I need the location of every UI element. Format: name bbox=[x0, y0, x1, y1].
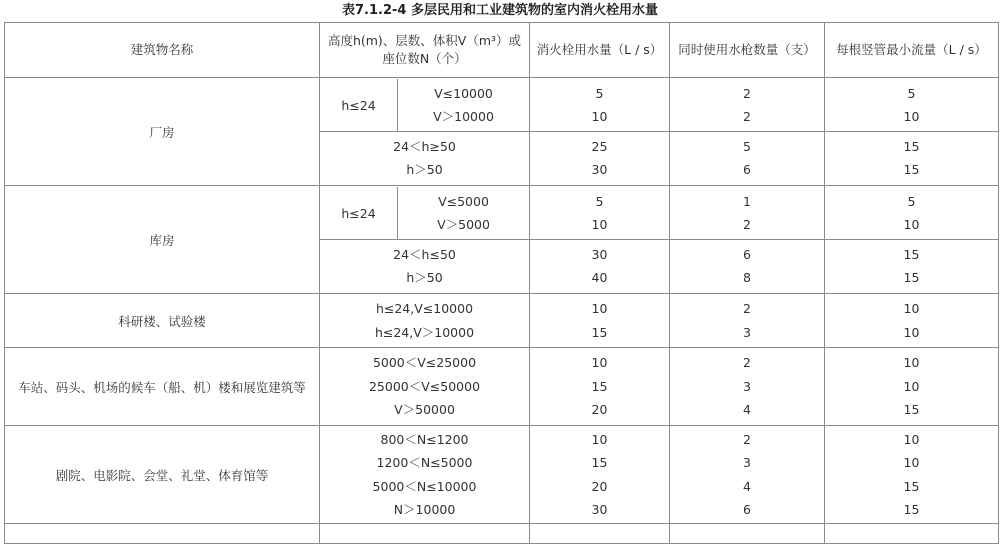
table-row bbox=[5, 78, 999, 186]
building-name: 厂房 bbox=[5, 78, 320, 186]
param-value: h＞50 bbox=[406, 270, 443, 285]
count-value: 3 bbox=[743, 324, 751, 340]
table-row bbox=[5, 524, 999, 544]
count-value: 1 bbox=[743, 193, 751, 209]
min-flow-value: 15 bbox=[903, 502, 920, 517]
param-value: h≤24,V＞10000 bbox=[374, 324, 475, 340]
header-row bbox=[5, 23, 999, 78]
count-value: 6 bbox=[743, 246, 751, 262]
param-value: h＞50 bbox=[406, 162, 443, 177]
flow-value: 10 bbox=[591, 355, 608, 371]
building-name: 科研楼、试验楼 bbox=[5, 294, 320, 348]
flow-value: 30 bbox=[591, 246, 608, 262]
table-row bbox=[5, 426, 999, 524]
flow-value: 30 bbox=[591, 502, 608, 517]
min-flow-value: 10 bbox=[903, 217, 920, 232]
flow-value: 40 bbox=[591, 270, 608, 285]
count-value: 3 bbox=[743, 455, 751, 470]
param-value: 5000＜N≤10000 bbox=[372, 478, 477, 494]
col-header-params-line1: 高度h(m)、层数、体积V（m³）或 bbox=[327, 33, 522, 48]
count-value: 6 bbox=[743, 162, 751, 177]
param-value: V≤10000 bbox=[434, 85, 493, 101]
count-value: 2 bbox=[743, 301, 751, 316]
flow-value: 20 bbox=[591, 402, 608, 418]
col-header-params bbox=[320, 23, 530, 78]
flow-value: 15 bbox=[591, 378, 608, 394]
min-flow-value: 10 bbox=[903, 109, 920, 124]
flow-value: 15 bbox=[591, 324, 608, 340]
param-value: V＞5000 bbox=[437, 217, 490, 232]
flow-value: 10 bbox=[591, 109, 608, 124]
param-value: N＞10000 bbox=[393, 502, 456, 517]
param-value: 25000＜V≤50000 bbox=[368, 378, 481, 394]
table-title: 表7.1.2-4 多层民用和工业建筑物的室内消火栓用水量 bbox=[342, 3, 658, 18]
param-value: 5000＜V≤25000 bbox=[372, 355, 477, 371]
min-flow-value: 5 bbox=[907, 193, 916, 209]
count-value: 8 bbox=[743, 270, 751, 285]
param-value: V＞50000 bbox=[394, 402, 455, 418]
count-value: 5 bbox=[743, 138, 751, 154]
param-value: 24＜h≥50 bbox=[393, 138, 456, 154]
flow-value: 25 bbox=[591, 138, 608, 154]
flow-value: 5 bbox=[595, 193, 604, 209]
param-value: 1200＜N≤5000 bbox=[376, 455, 473, 470]
param-value: 24＜h≤50 bbox=[393, 246, 456, 262]
param-value: V＞10000 bbox=[433, 109, 494, 124]
min-flow-value: 15 bbox=[903, 138, 920, 154]
min-flow-value: 15 bbox=[903, 270, 920, 285]
count-value: 2 bbox=[743, 431, 751, 447]
col-header-count: 同时使用水枪数量（支） bbox=[670, 23, 825, 78]
count-value: 2 bbox=[743, 85, 751, 101]
flow-value: 20 bbox=[591, 478, 608, 494]
building-name: 车站、码头、机场的候车（船、机）楼和展览建筑等 bbox=[5, 348, 320, 426]
min-flow-value: 10 bbox=[903, 431, 920, 447]
min-flow-value: 10 bbox=[903, 355, 920, 371]
min-flow-value: 15 bbox=[903, 478, 920, 494]
count-value: 2 bbox=[743, 109, 751, 124]
min-flow-value: 10 bbox=[903, 324, 920, 340]
flow-value: 5 bbox=[595, 85, 604, 101]
param-value: V≤5000 bbox=[438, 193, 489, 209]
building-name: 库房 bbox=[5, 186, 320, 294]
count-value: 6 bbox=[743, 502, 751, 517]
min-flow-value: 15 bbox=[903, 246, 920, 262]
count-value: 3 bbox=[743, 378, 751, 394]
min-flow-value: 10 bbox=[903, 301, 920, 316]
count-value: 2 bbox=[743, 355, 751, 371]
count-value: 2 bbox=[743, 217, 751, 232]
col-header-params-line2: 座位数N（个） bbox=[382, 51, 467, 66]
min-flow-value: 5 bbox=[907, 85, 916, 101]
height-condition: h≤24 bbox=[320, 187, 398, 239]
count-value: 4 bbox=[743, 478, 751, 494]
col-header-flow: 消火栓用水量（L / s） bbox=[530, 23, 670, 78]
flow-value: 30 bbox=[591, 162, 608, 177]
height-condition: h≤24 bbox=[320, 79, 398, 131]
flow-value: 10 bbox=[591, 301, 608, 316]
flow-value: 15 bbox=[591, 455, 608, 470]
count-value: 4 bbox=[743, 402, 751, 418]
col-header-min-flow: 每根竖管最小流量（L / s） bbox=[825, 23, 999, 78]
min-flow-value: 10 bbox=[903, 455, 920, 470]
table-row bbox=[5, 294, 999, 348]
water-demand-table bbox=[4, 22, 999, 544]
min-flow-value: 10 bbox=[903, 378, 920, 394]
min-flow-value: 15 bbox=[903, 162, 920, 177]
param-value: h≤24,V≤10000 bbox=[375, 301, 474, 316]
param-value: 800＜N≤1200 bbox=[380, 431, 469, 447]
flow-value: 10 bbox=[591, 217, 608, 232]
building-name: 剧院、电影院、会堂、礼堂、体育馆等 bbox=[5, 426, 320, 524]
col-header-name: 建筑物名称 bbox=[5, 23, 320, 78]
table-row bbox=[5, 348, 999, 426]
min-flow-value: 15 bbox=[903, 402, 920, 418]
flow-value: 10 bbox=[591, 431, 608, 447]
table-row bbox=[5, 186, 999, 294]
